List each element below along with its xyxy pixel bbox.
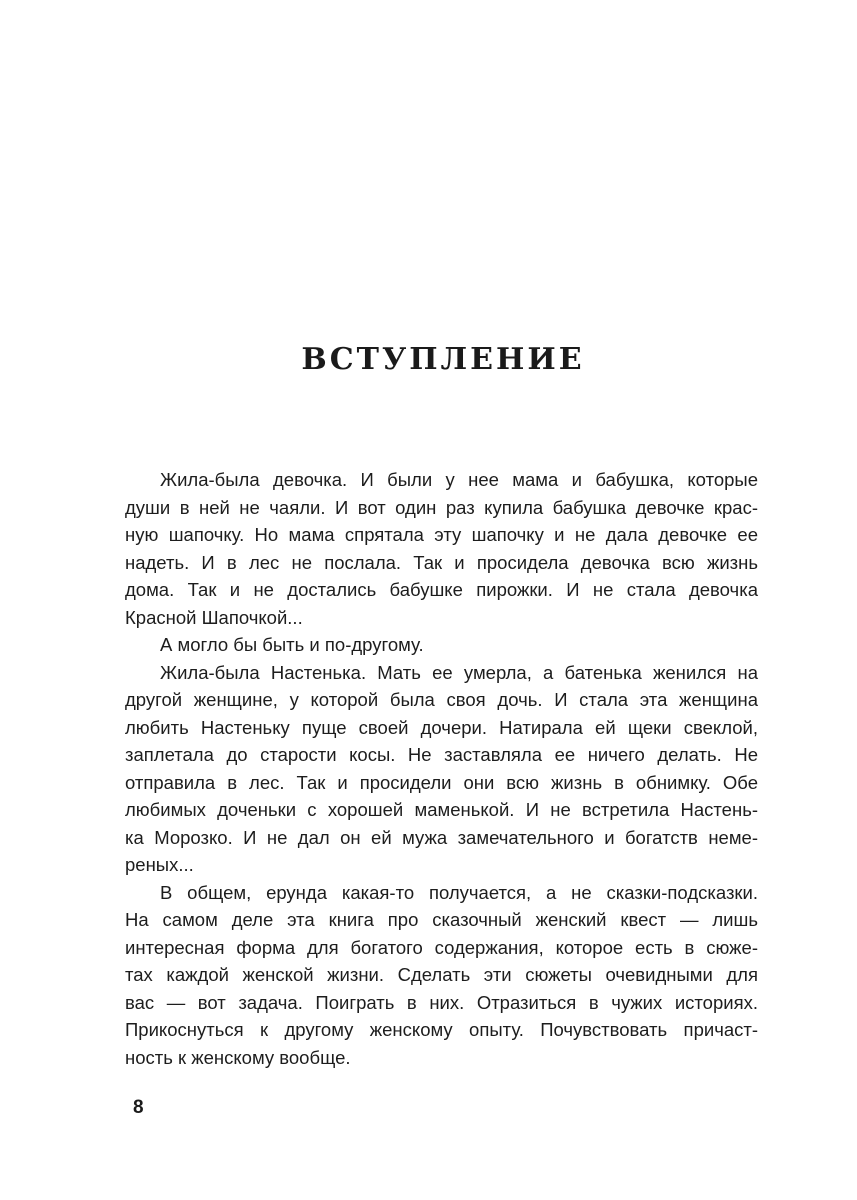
text-line: отправила в лес. Так и просидели они всю жизнь в обнимку. Обе [125,771,758,793]
text-line: души в ней не чаяли. И вот один раз купила бабушка девочке крас- [125,496,758,518]
text-line: любить Настеньку пуще своей дочери. Натирала ей щеки свеклой, [125,716,758,738]
text-line: Прикоснуться к другому женскому опыту. Почувствовать причаст- [125,1019,758,1040]
paragraph [125,466,758,631]
text-line: любимых доченьки с хорошей маменькой. И не встретила Настень- [125,799,758,820]
text-line: Жила-была девочка. И были у нее мама и бабушка, которые [160,469,758,490]
text-line: А могло бы быть и по-другому. [160,634,424,655]
text-line: вас — вот задача. Поиграть в них. Отразиться в чужих историях. [125,991,758,1013]
text-line: ность к женскому вообще. [125,1046,351,1068]
text-line: ную шапочку. Но мама спрятала эту шапочку и не дала девочке ее [125,524,758,545]
page-number: 8 [133,1097,144,1118]
text-line: дома. Так и не достались бабушке пирожки. И не стала девочка [125,579,758,600]
text-line: интересная форма для богатого содержания, которое есть в сюже- [125,936,758,958]
text-line: Жила-была Настенька. Мать ее умерла, а батенька женился на [160,661,758,683]
text-line: ка Морозко. И не дал он ей мужа замечательного и богатств неме- [125,826,758,848]
text-line: другой женщине, у которой была своя дочь. И стала эта женщина [125,689,758,710]
text-line: Красной Шапочкой... [125,606,303,628]
paragraph [125,659,758,879]
text-line: На самом деле эта книга про сказочный женский квест — лишь [125,909,758,930]
paragraph [125,631,758,659]
paragraph [125,879,758,1072]
text-line: реных... [125,854,194,875]
text-line: надеть. И в лес не послала. Так и просидела девочка всю жизнь [125,551,758,573]
chapter-title: ВСТУПЛЕНИЕ [301,342,585,377]
body-text [125,466,758,1071]
text-line: тах каждой женской жизни. Сделать эти сюжеты очевидными для [125,964,758,985]
text-line: заплетала до старости косы. Не заставляла ее ничего делать. Не [125,744,758,765]
text-line: В общем, ерунда какая-то получается, а не сказки-подсказки. [160,881,758,903]
